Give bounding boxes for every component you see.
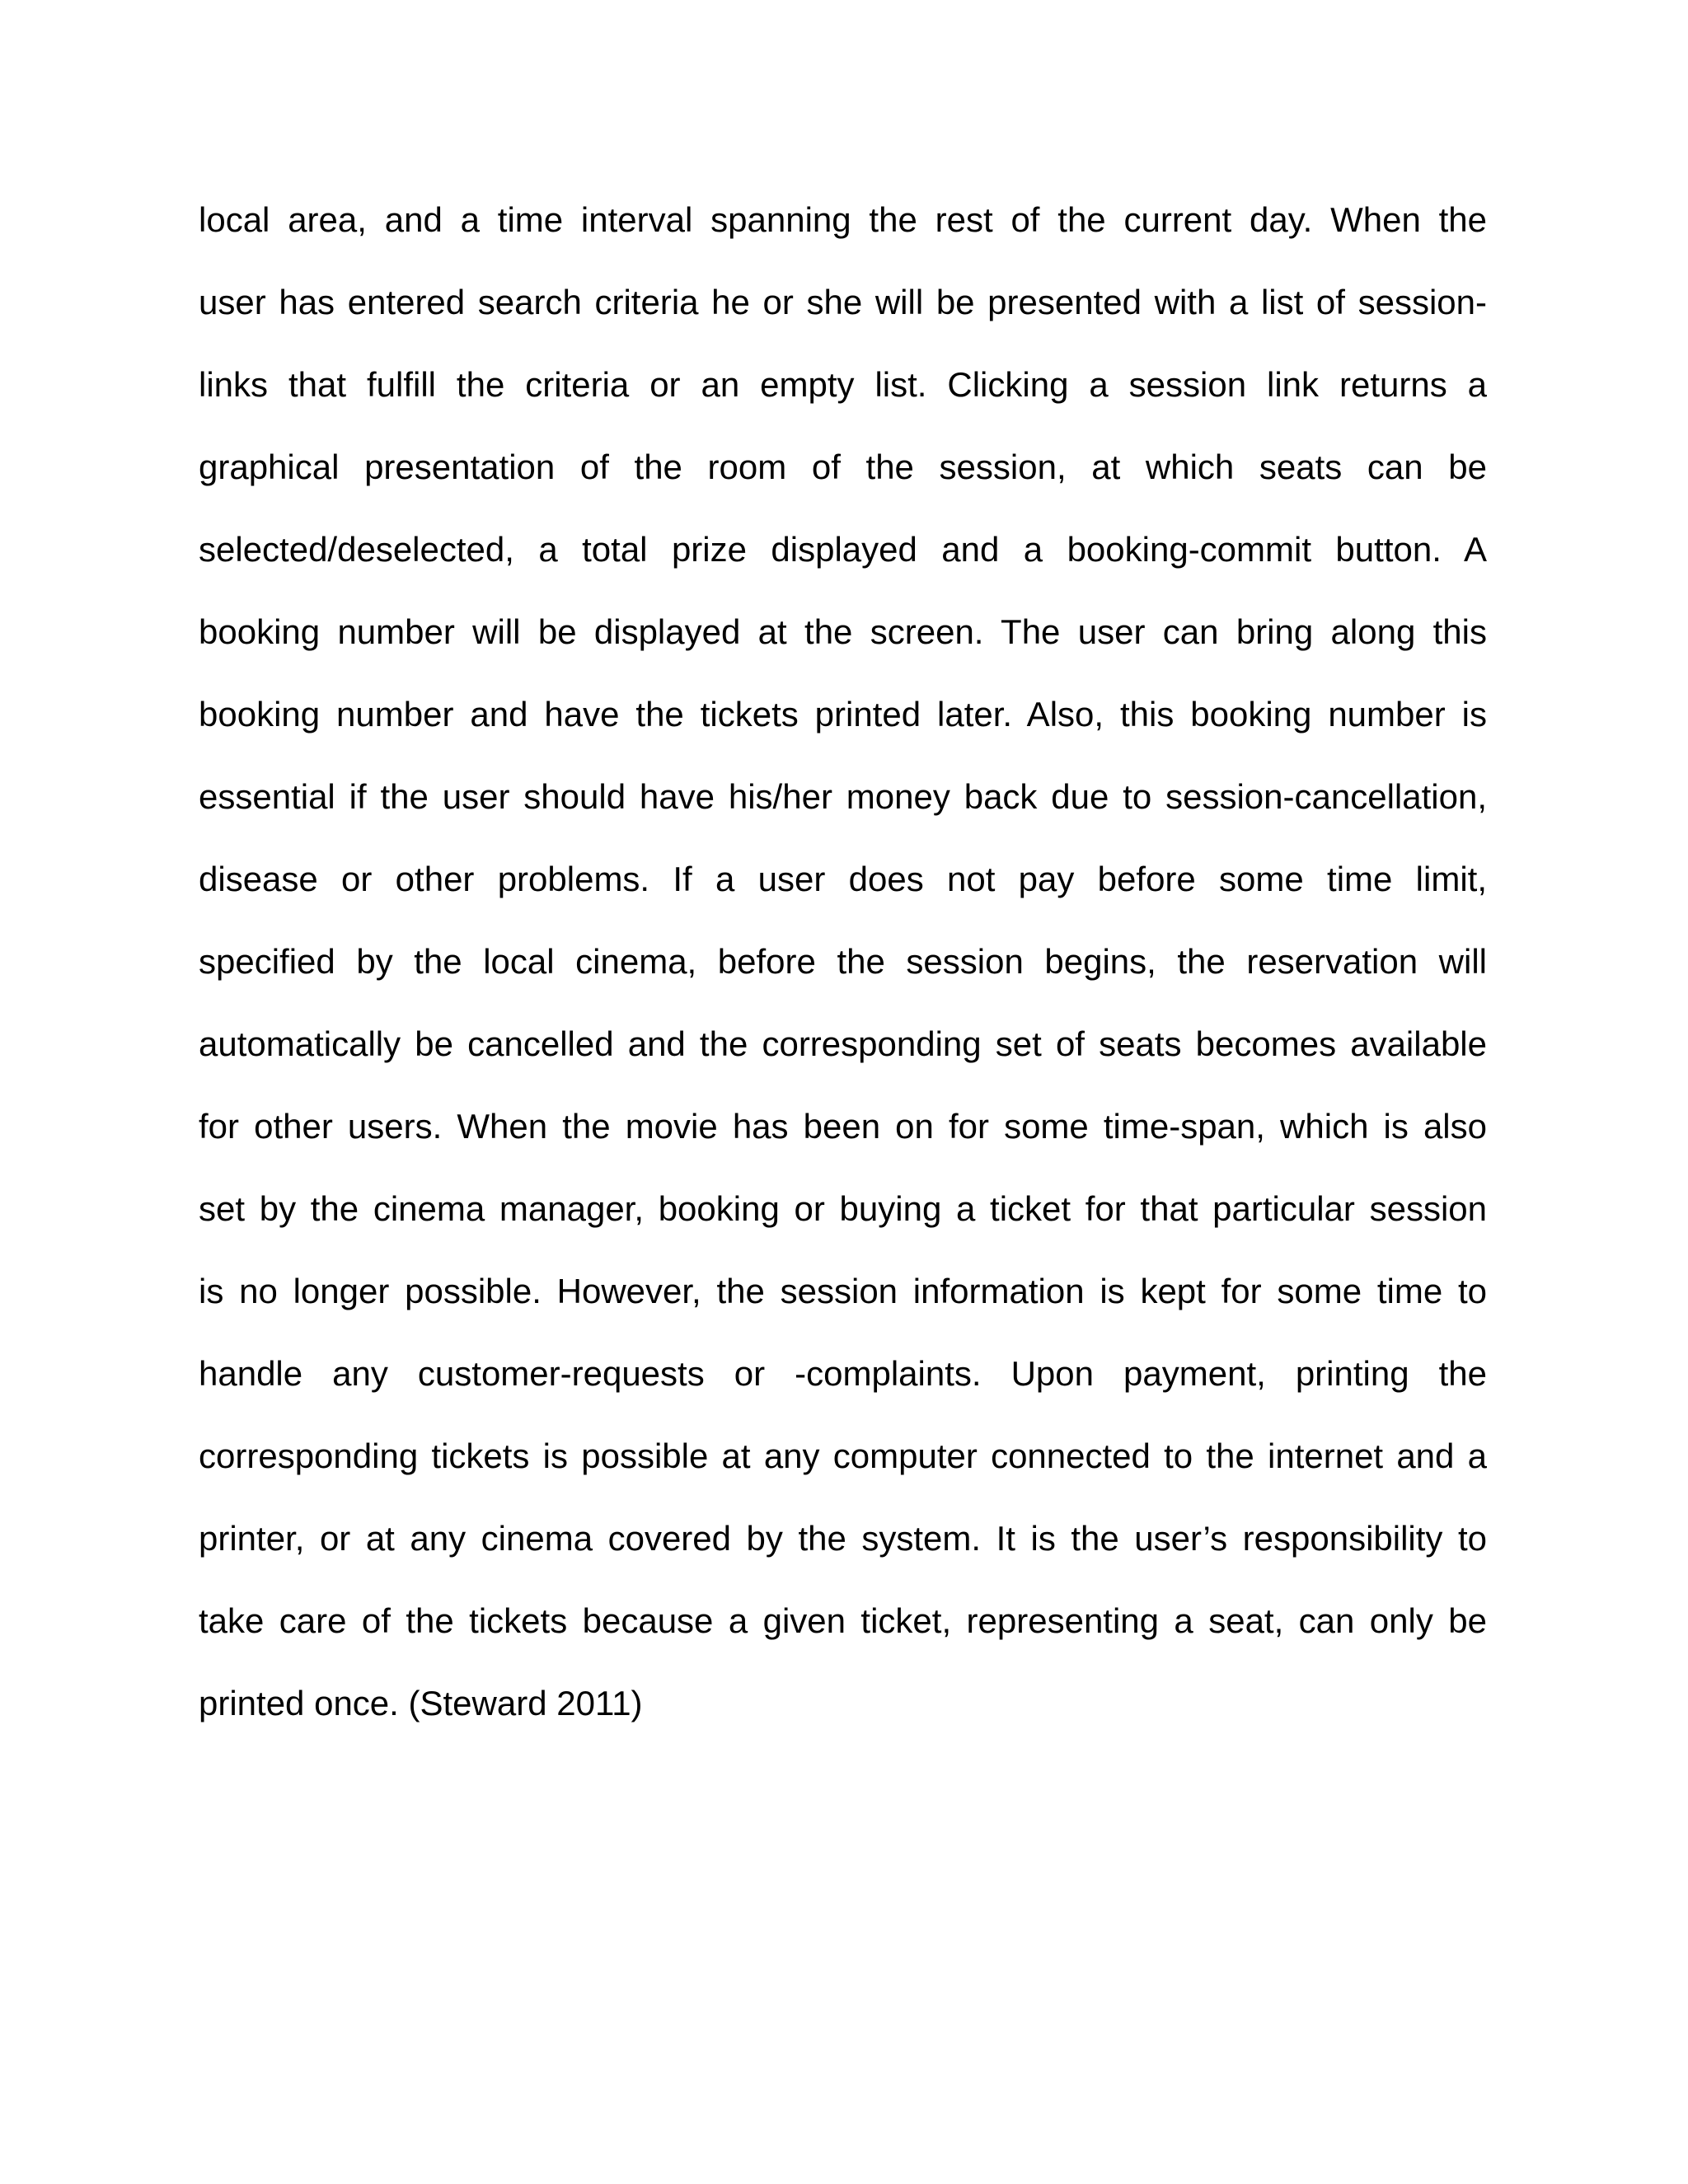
- text-line: essential if the user should have his/her money back due to session-cancellation,: [199, 777, 1487, 816]
- text-line: local area, and a time interval spanning the rest of the current day. When the: [199, 200, 1487, 239]
- text-line: printer, or at any cinema covered by the system. It is the user’s responsibility to: [199, 1519, 1487, 1558]
- text-line: booking number and have the tickets printed later. Also, this booking number is: [199, 695, 1487, 733]
- text-line: handle any customer-requests or -complaints. Upon payment, printing the: [199, 1354, 1487, 1393]
- text-line-final: printed once. (Steward 2011): [199, 1684, 643, 1722]
- body-paragraph: [199, 185, 1487, 1751]
- text-line: is no longer possible. However, the session information is kept for some time to: [199, 1272, 1487, 1310]
- text-line: automatically be cancelled and the corresponding set of seats becomes available: [199, 1024, 1487, 1063]
- text-line: graphical presentation of the room of the session, at which seats can be: [199, 448, 1487, 486]
- text-line: disease or other problems. If a user does not pay before some time limit,: [199, 860, 1487, 898]
- text-line: for other users. When the movie has been on for some time-span, which is also: [199, 1107, 1487, 1146]
- text-line: user has entered search criteria he or she will be presented with a list of session-: [199, 283, 1487, 321]
- text-line: specified by the local cinema, before the session begins, the reservation will: [199, 942, 1487, 981]
- text-line: links that fulfill the criteria or an empty list. Clicking a session link returns a: [199, 365, 1487, 404]
- text-line: selected/deselected, a total prize displayed and a booking-commit button. A: [199, 530, 1487, 569]
- text-line: corresponding tickets is possible at any computer connected to the internet and a: [199, 1436, 1487, 1475]
- text-line: set by the cinema manager, booking or buying a ticket for that particular session: [199, 1189, 1487, 1228]
- text-line: take care of the tickets because a given ticket, representing a seat, can only be: [199, 1601, 1487, 1640]
- text-line: booking number will be displayed at the screen. The user can bring along this: [199, 612, 1487, 651]
